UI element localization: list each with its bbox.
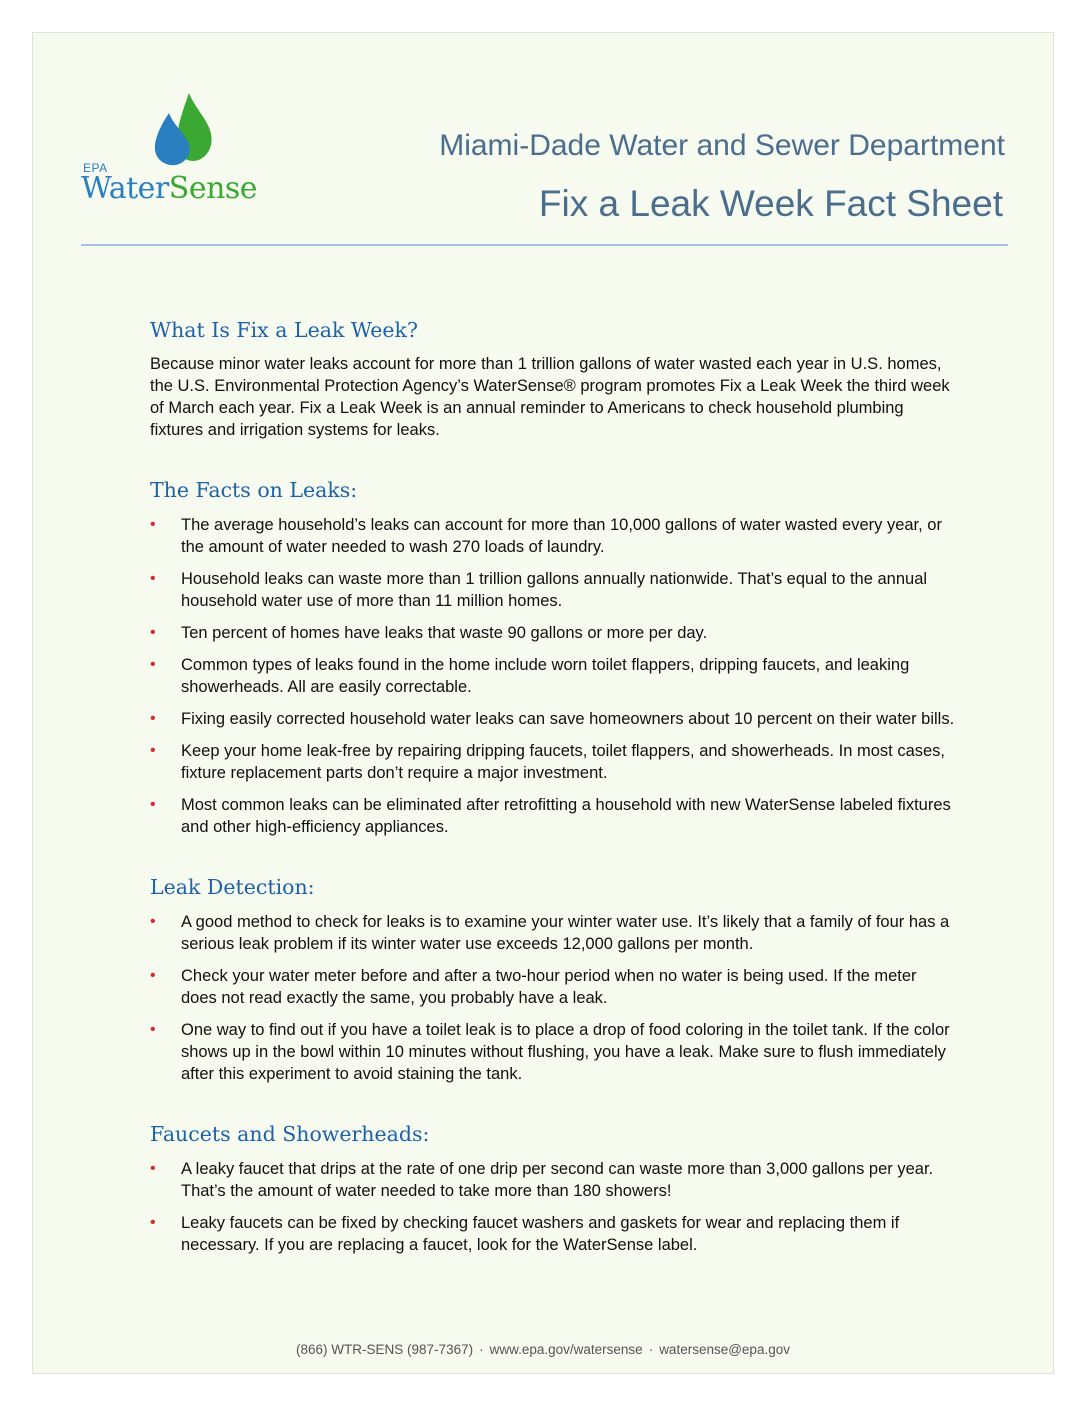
footer-phone: (866) WTR-SENS (987-7367) [296, 1342, 474, 1357]
list-item-text: Keep your home leak-free by repairing dripping faucets, toilet flappers, and showerheads. In most cases, fixture replacement parts don’t require a major investment. [181, 742, 946, 782]
list-item-text: The average household’s leaks can account for more than 10,000 gallons of water wasted every year, or the amount of water needed to wash 270 loads of laundry. [181, 516, 942, 556]
list-item-text: One way to find out if you have a toilet leak is to place a drop of food coloring in the toilet tank. If the color shows up in the bowl within 10 minutes without flushing, you have a leak. Make sure to flush immediately after this experiment to avoid staining the tank. [181, 1021, 950, 1083]
logo-wordmark [81, 171, 257, 206]
section-heading: The Facts on Leaks: [150, 478, 358, 502]
list-item-text: Leaky faucets can be fixed by checking faucet washers and gaskets for wear and replacing them if necessary. If you are replacing a faucet, look for the WaterSense label. [181, 1214, 900, 1254]
list-item-text: Check your water meter before and after a two-hour period when no water is being used. If the meter does not read exactly the same, you probably have a leak. [181, 967, 917, 1007]
footer-email-link[interactable]: watersense@epa.gov [659, 1342, 790, 1357]
list-item [150, 514, 955, 558]
list-item-text: A good method to check for leaks is to examine your winter water use. It’s likely that a family of four has a serious leak problem if its winter water use exceeds 12,000 gallons per month. [181, 913, 950, 953]
logo-water-text: Water [81, 171, 169, 206]
header-divider [81, 244, 1008, 246]
logo-sense-text: Sense [168, 171, 258, 206]
list-item-text: Most common leaks can be eliminated after retrofitting a household with new WaterSense labeled fixtures and other high-efficiency appliances. [181, 796, 951, 836]
section-leak-detection [150, 872, 955, 1085]
list-item-text: A leaky faucet that drips at the rate of one drip per second can waste more than 3,000 gallons per year. That’s the amount of water needed to take more than 180 showers! [181, 1160, 934, 1200]
list-item-text: Fixing easily corrected household water leaks can save homeowners about 10 percent on their water bills. [181, 710, 955, 728]
bullet-icon: • [150, 796, 156, 813]
section-facts [150, 475, 955, 838]
fact-sheet-page [32, 32, 1054, 1374]
logo-epa-label: EPA [83, 161, 108, 175]
department-name: Miami-Dade Water and Sewer Department [439, 129, 1005, 162]
list-item [150, 965, 955, 1009]
bullet-icon: • [150, 1160, 156, 1177]
section-heading: What Is Fix a Leak Week? [150, 318, 418, 342]
list-item [150, 708, 955, 730]
section-heading: Leak Detection: [150, 875, 315, 899]
section-heading: Faucets and Showerheads: [150, 1122, 430, 1146]
main-content [150, 315, 955, 1256]
footer-contact [33, 1342, 1053, 1357]
list-item [150, 622, 955, 644]
bullet-icon: • [150, 1021, 156, 1038]
list-item [150, 1019, 955, 1085]
section-paragraph: Because minor water leaks account for more than 1 trillion gallons of water wasted each year in U.S. homes, the U.S. Environmental Protection Agency’s WaterSense® program promotes Fix a Leak Week the third week of March each year. Fix a Leak Week is an annual reminder to Americans to check household plumbing fixtures and irrigation systems for leaks. [150, 355, 950, 439]
section-what-is [150, 315, 955, 441]
bullet-icon: • [150, 967, 156, 984]
list-item [150, 911, 955, 955]
detection-list [150, 911, 955, 1085]
facts-list [150, 514, 955, 838]
bullet-icon: • [150, 913, 156, 930]
list-item [150, 568, 955, 612]
list-item-text: Common types of leaks found in the home include worn toilet flappers, dripping faucets, and leaking showerheads. All are easily correctable. [181, 656, 910, 696]
list-item [150, 654, 955, 698]
page-title: Fix a Leak Week Fact Sheet [538, 183, 1003, 224]
list-item [150, 1158, 955, 1202]
bullet-icon: • [150, 710, 156, 727]
footer-website-link[interactable]: www.epa.gov/watersense [489, 1342, 643, 1357]
bullet-icon: • [150, 742, 156, 759]
bullet-icon: • [150, 1214, 156, 1231]
water-drop-icon [149, 91, 219, 171]
watersense-logo [81, 91, 281, 211]
list-item-text: Ten percent of homes have leaks that waste 90 gallons or more per day. [181, 624, 708, 642]
list-item-text: Household leaks can waste more than 1 trillion gallons annually nationwide. That’s equal to the annual household water use of more than 11 million homes. [181, 570, 928, 610]
bullet-icon: • [150, 570, 156, 587]
list-item [150, 740, 955, 784]
list-item [150, 794, 955, 838]
bullet-icon: • [150, 516, 156, 533]
list-item [150, 1212, 955, 1256]
bullet-icon: • [150, 624, 156, 641]
footer-separator: · [648, 1342, 654, 1357]
footer-separator: · [479, 1342, 484, 1357]
faucets-list [150, 1158, 955, 1256]
bullet-icon: • [150, 656, 156, 673]
section-faucets-showerheads [150, 1119, 955, 1256]
